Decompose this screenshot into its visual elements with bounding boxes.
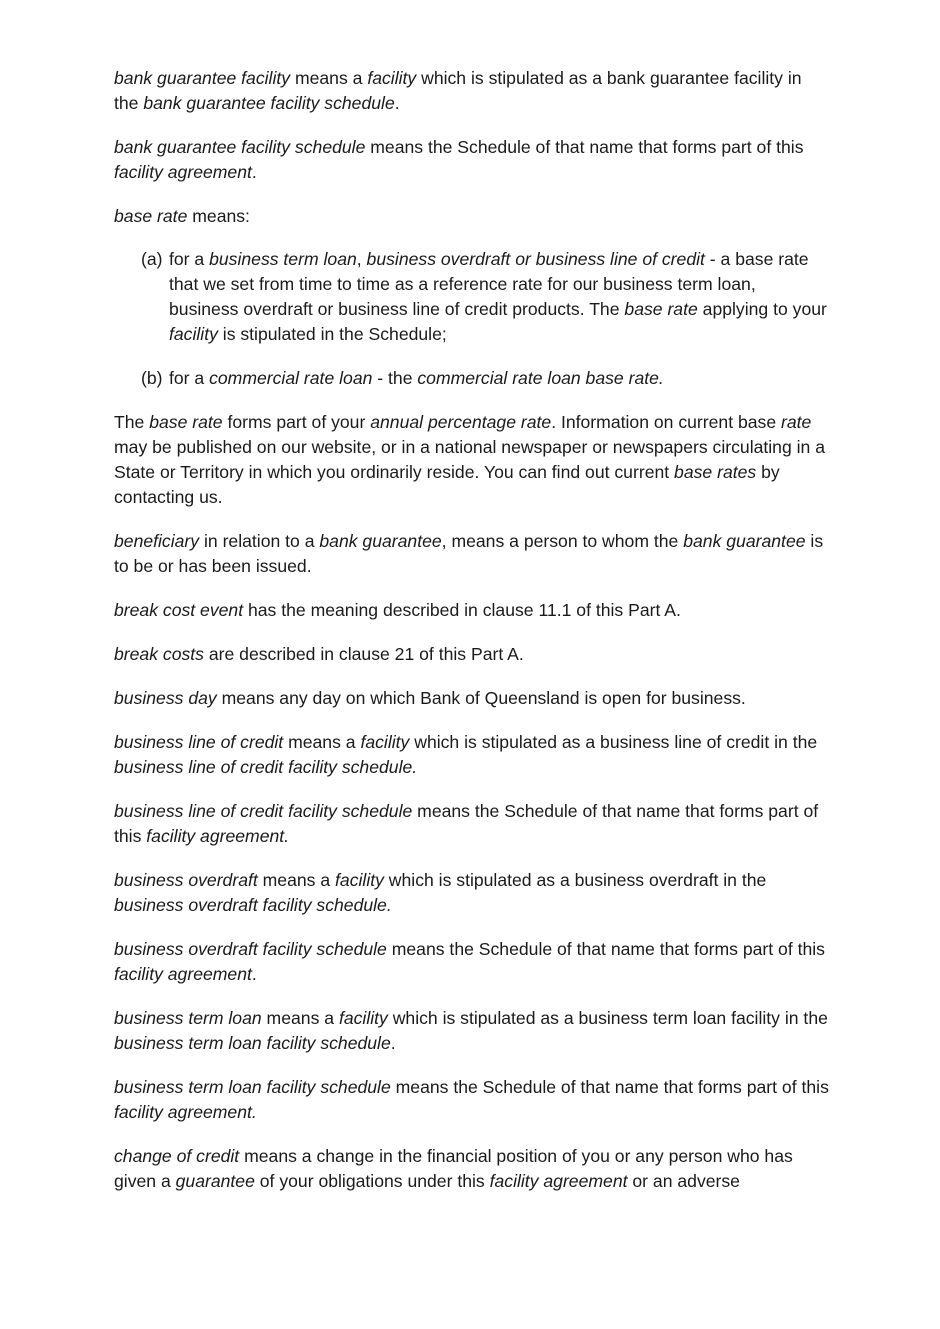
defined-term-text: bank guarantee facility	[114, 68, 291, 88]
defined-term-text: business line of credit facility schedule	[114, 801, 413, 821]
defined-term-text: commercial rate loan base rate.	[417, 368, 664, 388]
defined-term-text: facility	[367, 68, 417, 88]
defined-term-text: facility agreement	[114, 964, 252, 984]
body-text: has the meaning described in clause 11.1 of this Part A.	[243, 600, 681, 620]
defined-term-text: change of credit	[114, 1146, 240, 1166]
defined-term-text: facility agreement	[114, 162, 252, 182]
definition-change-of-credit	[114, 1144, 830, 1194]
definition-business-overdraft	[114, 868, 830, 918]
body-text: means the Schedule of that name that forms part of this	[390, 1077, 829, 1097]
defined-term-text: facility	[360, 732, 410, 752]
defined-term-text: facility agreement	[489, 1171, 628, 1191]
body-text: .	[251, 162, 257, 182]
defined-term-text: business day	[114, 688, 217, 708]
definition-business-day	[114, 686, 830, 711]
list-marker: (a)	[141, 249, 163, 269]
definition-business-overdraft-facility-schedule	[114, 937, 830, 987]
body-text: .	[394, 93, 400, 113]
body-text: means the Schedule of that name that forms part of this	[386, 939, 825, 959]
defined-term-text: business line of credit facility schedule.	[114, 757, 418, 777]
definition-sublist	[114, 247, 830, 391]
body-text: for a	[169, 368, 210, 388]
defined-term-text: bank guarantee	[319, 531, 442, 551]
document-page	[114, 66, 830, 1213]
defined-term-text: facility agreement.	[146, 826, 290, 846]
definition-business-line-of-credit-facility-schedule	[114, 799, 830, 849]
list-item	[141, 247, 830, 347]
body-text: The	[114, 412, 150, 432]
definition-bank-guarantee-facility	[114, 66, 830, 116]
body-text: forms part of your	[222, 412, 371, 432]
body-text: which is stipulated as a business overdraft in the	[383, 870, 767, 890]
body-text: means:	[187, 206, 250, 226]
body-text: which is stipulated as a business line of credit in the	[409, 732, 818, 752]
list-item	[141, 366, 830, 391]
definition-break-costs	[114, 642, 830, 667]
definition-base-rate-continuation	[114, 410, 830, 510]
defined-term-text: rate	[781, 412, 812, 432]
body-text: means a	[290, 68, 368, 88]
definition-business-term-loan-facility-schedule	[114, 1075, 830, 1125]
body-text: applying to your	[697, 299, 827, 319]
body-text: means the Schedule of that name that forms part of this	[114, 801, 819, 846]
body-text: ,	[356, 249, 367, 269]
defined-term-text: beneficiary	[114, 531, 200, 551]
defined-term-text: facility	[169, 324, 218, 344]
defined-term-text: base rates	[674, 462, 757, 482]
definition-business-term-loan	[114, 1006, 830, 1056]
defined-term-text: business overdraft	[114, 870, 258, 890]
defined-term-text: facility agreement.	[114, 1102, 257, 1122]
defined-term-text: business overdraft or business line of credit	[366, 249, 705, 269]
body-text: means a	[257, 870, 336, 890]
body-text: for a	[169, 249, 210, 269]
defined-term-text: facility	[335, 870, 384, 890]
defined-term-text: commercial rate loan	[209, 368, 373, 388]
body-text: of your obligations under this	[254, 1171, 490, 1191]
body-text: by contacting us.	[114, 462, 780, 507]
body-text: is stipulated in the Schedule;	[217, 324, 447, 344]
body-text: which is stipulated as a bank guarantee facility in the	[114, 68, 802, 113]
body-text: are described in clause 21 of this Part A.	[203, 644, 524, 664]
body-text: means any day on which Bank of Queensland is open for business.	[216, 688, 746, 708]
definition-break-cost-event	[114, 598, 830, 623]
defined-term-text: break cost event	[114, 600, 244, 620]
body-text: or an adverse	[627, 1171, 740, 1191]
body-text: .	[390, 1033, 396, 1053]
defined-term-text: facility	[338, 1008, 388, 1028]
defined-term-text: break costs	[114, 644, 204, 664]
defined-term-text: business term loan facility schedule	[114, 1033, 391, 1053]
definition-base-rate	[114, 204, 830, 229]
defined-term-text: guarantee	[175, 1171, 255, 1191]
defined-term-text: business line of credit	[114, 732, 284, 752]
defined-term-text: base rate	[624, 299, 698, 319]
defined-term-text: business overdraft facility schedule.	[114, 895, 392, 915]
body-text: means a change in the financial position of you or any person who has given a	[114, 1146, 793, 1191]
defined-term-text: base rate	[114, 206, 188, 226]
defined-term-text: annual percentage rate	[370, 412, 552, 432]
defined-term-text: base rate	[149, 412, 223, 432]
defined-term-text: business term loan	[114, 1008, 262, 1028]
defined-term-text: business overdraft facility schedule	[114, 939, 387, 959]
body-text: - the	[372, 368, 418, 388]
definition-bank-guarantee-facility-schedule	[114, 135, 830, 185]
body-text: .	[251, 964, 257, 984]
body-text: means a	[283, 732, 361, 752]
body-text: is to be or has been issued.	[114, 531, 824, 576]
body-text: in relation to a	[199, 531, 320, 551]
body-text: . Information on current base	[551, 412, 782, 432]
body-text: means a	[261, 1008, 339, 1028]
defined-term-text: business term loan facility schedule	[114, 1077, 391, 1097]
defined-term-text: business term loan	[209, 249, 357, 269]
body-text: may be published on our website, or in a national newspaper or newspapers circulating in a State or Territory in which you ordinarily reside. You can find out current	[114, 437, 826, 482]
definition-business-line-of-credit	[114, 730, 830, 780]
definition-beneficiary	[114, 529, 830, 579]
defined-term-text: bank guarantee	[683, 531, 806, 551]
list-marker: (b)	[141, 368, 163, 388]
body-text: , means a person to whom the	[441, 531, 684, 551]
body-text: - a base rate that we set from time to time as a reference rate for our business term loan, business overdraft or business line of credit products. The	[169, 249, 809, 319]
body-text: which is stipulated as a business term loan facility in the	[387, 1008, 828, 1028]
defined-term-text: bank guarantee facility schedule	[114, 137, 366, 157]
defined-term-text: bank guarantee facility schedule	[143, 93, 395, 113]
body-text: means the Schedule of that name that forms part of this	[365, 137, 804, 157]
